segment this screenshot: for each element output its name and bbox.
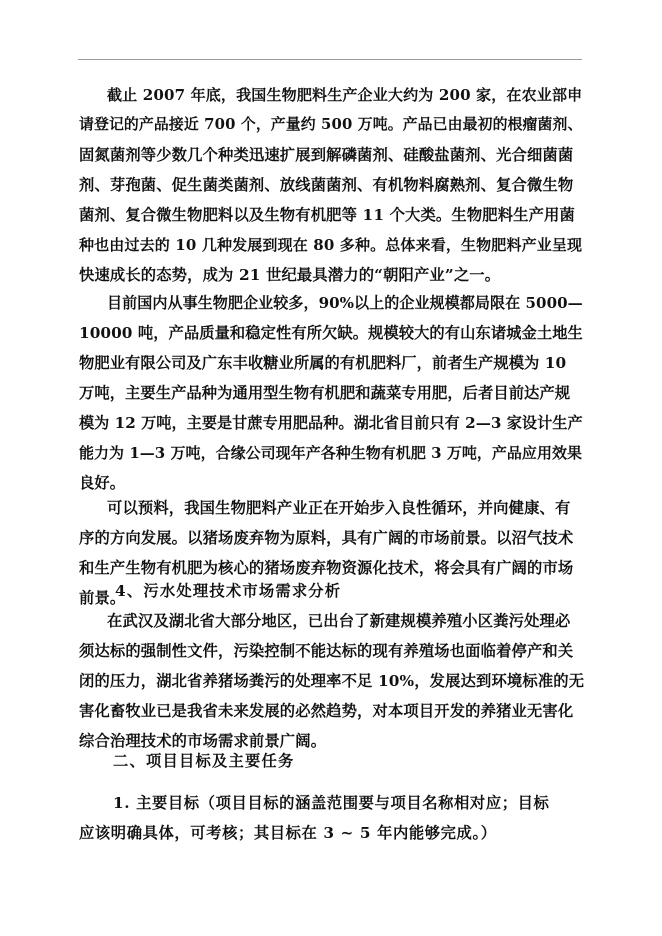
section-heading: 4、污水处理技术市场需求分析 xyxy=(115,582,342,600)
text-line: 良好。 xyxy=(79,474,126,492)
text-line: 固氮菌剂等少数几个种类迅速扩展到解磷菌剂、硅酸盐菌剂、光合细菌菌 xyxy=(79,146,574,164)
paragraph-4 xyxy=(79,606,585,756)
text-line: 截止 2007 年底，我国生物肥料生产企业大约为 200 家，在农业部申 xyxy=(107,86,583,104)
text-line: 前景。 xyxy=(79,589,126,607)
text-line: 1. 主要目标（项目目标的涵盖范围要与项目名称相对应；目标 xyxy=(113,794,550,812)
text-line: 在武汉及湖北省大部分地区，已出台了新建规模养殖小区粪污处理必 xyxy=(107,612,571,630)
text-line: 剂、芽孢菌、促生菌类菌剂、放线菌菌剂、有机物料腐熟剂、复合微生物 xyxy=(79,176,574,194)
text-line: 可以预料，我国生物肥料产业正在开始步入良性循环，并向健康、有 xyxy=(107,499,571,517)
text-line: 目前国内从事生物肥企业较多，90%以上的企业规模都局限在 5000— xyxy=(107,294,583,312)
paragraph-1 xyxy=(79,80,585,290)
text-line: 菌剂、复合微生物肥料以及生物有机肥等 11 个大类。生物肥料生产用菌 xyxy=(79,206,575,224)
text-line: 物肥业有限公司及广东丰收糖业所属的有机肥料厂，前者生产规模为 10 xyxy=(79,354,567,372)
text-line: 快速成长的态势，成为 21 世纪最具潜力的“朝阳产业”之一。 xyxy=(79,266,501,284)
goal-paragraph xyxy=(79,788,585,848)
text-line: 万吨，主要生产品种为通用型生物有机肥和蔬菜专用肥，后者目前达产规 xyxy=(79,384,571,402)
text-line: 和生产生物有机肥为核心的猪场废弃物资源化技术，将会具有广阔的市场 xyxy=(79,559,574,577)
section-heading-2 xyxy=(79,746,585,776)
text-line: 序的方向发展。以猪场废弃物为原料，具有广阔的市场前景。以沼气技术 xyxy=(79,529,574,547)
text-line: 综合治理技术的市场需求前景广阔。 xyxy=(79,732,327,750)
section-heading-4 xyxy=(79,576,585,606)
text-line: 种也由过去的 10 几种发展到现在 80 多种。总体来看，生物肥料产业呈现 xyxy=(79,236,583,254)
text-line: 害化畜牧业已是我省未来发展的必然趋势，对本项目开发的养猪业无害化 xyxy=(79,702,574,720)
text-line: 应该明确具体，可考核；其目标在 3 ~ 5 年内能够完成。） xyxy=(79,824,497,842)
header-rule xyxy=(78,59,582,60)
text-line: 请登记的产品接近 700 个，产量约 500 万吨。产品已由最初的根瘤菌剂、 xyxy=(79,116,583,133)
text-line: 模为 12 万吨，主要是甘蔗专用肥品种。湖北省目前只有 2—3 家设计生产 xyxy=(79,414,583,432)
text-line: 10000 吨，产品质量和稳定性有所欠缺。规模较大的有山东诸城金土地生 xyxy=(79,324,583,342)
text-line: 须达标的强制性文件，污染控制不能达标的现有养殖场也面临着停产和关 xyxy=(79,642,574,660)
text-line: 能力为 1—3 万吨，合缘公司现年产各种生物有机肥 3 万吨，产品应用效果 xyxy=(79,444,582,462)
section-heading: 二、项目目标及主要任务 xyxy=(113,752,295,770)
text-line: 闭的压力，湖北省养猪场粪污的处理率不足 10%，发展达到环境标准的无 xyxy=(79,672,585,690)
paragraph-2 xyxy=(79,288,585,498)
